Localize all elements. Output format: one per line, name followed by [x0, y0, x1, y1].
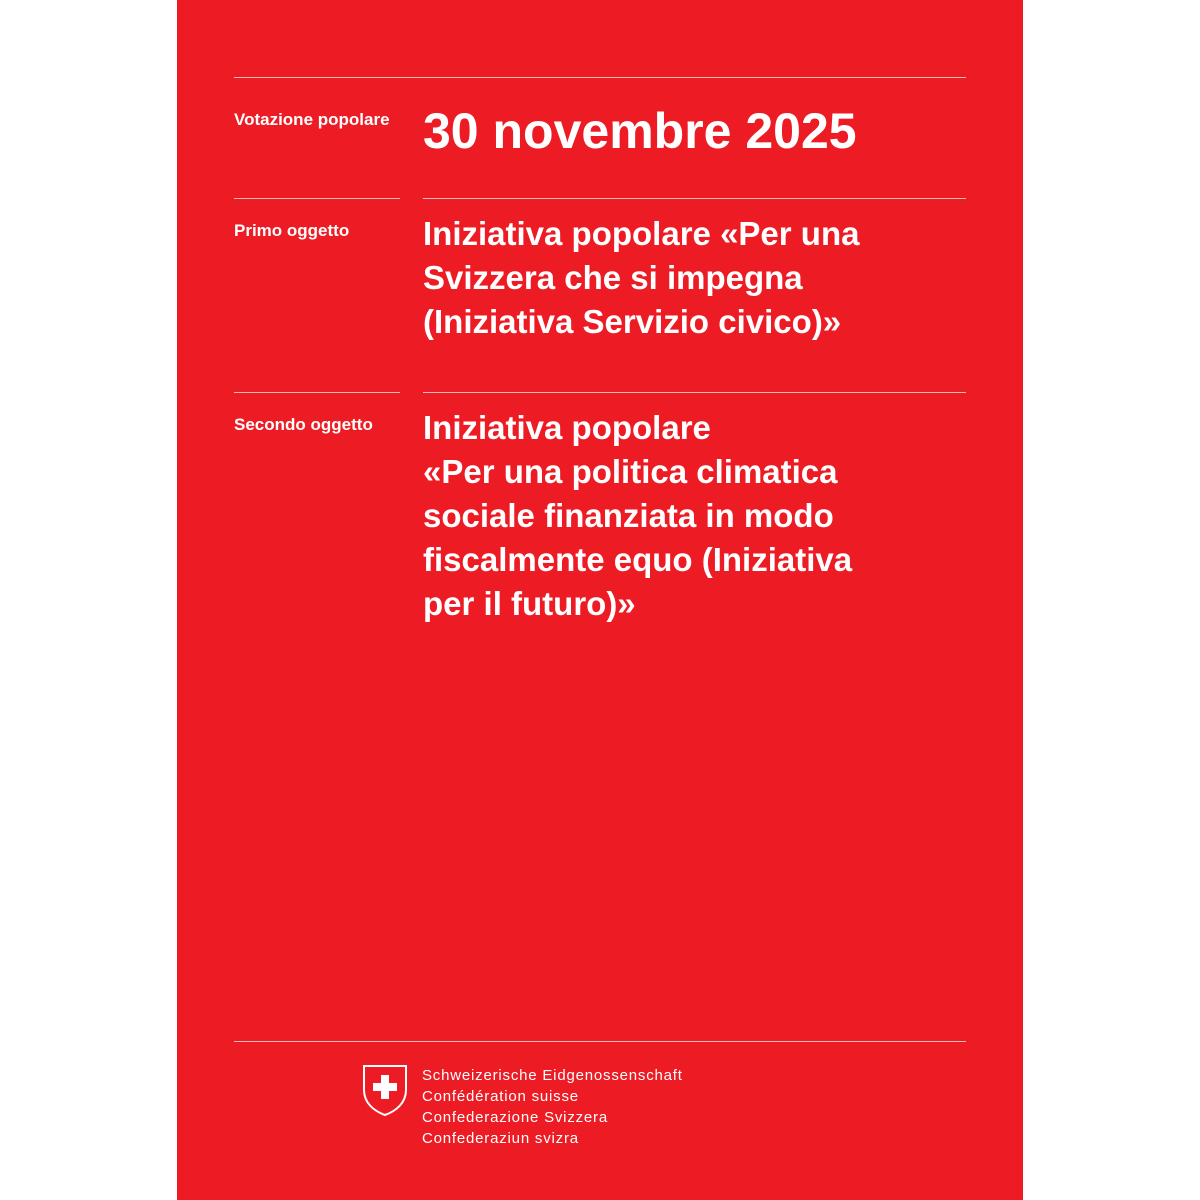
- title-line: Iniziativa popolare «Per una: [423, 215, 860, 252]
- federation-name-rm: Confederaziun svizra: [422, 1130, 579, 1147]
- first-object-label: Primo oggetto: [234, 221, 350, 240]
- second-object-label: Secondo oggetto: [234, 415, 373, 434]
- section-rule-left: [234, 198, 400, 199]
- title-line: (Iniziativa Servizio civico)»: [423, 303, 842, 340]
- vote-label: Votazione popolare: [234, 110, 390, 129]
- title-line: «Per una politica climatica: [423, 453, 838, 490]
- footer-rule: [234, 1041, 966, 1042]
- title-line: per il futuro)»: [423, 585, 636, 622]
- top-rule: [234, 77, 966, 78]
- title-line: sociale finanziata in modo: [423, 497, 834, 534]
- federation-name-it: Confederazione Svizzera: [422, 1109, 608, 1126]
- first-object-title: [423, 212, 963, 344]
- title-line: Iniziativa popolare: [423, 409, 711, 446]
- section-rule-right: [423, 392, 966, 393]
- section-rule-left: [234, 392, 400, 393]
- cover-page: [177, 0, 1023, 1200]
- vote-date: 30 novembre 2025: [423, 103, 857, 159]
- second-object-title: [423, 406, 963, 626]
- federation-name-fr: Confédération suisse: [422, 1088, 579, 1105]
- section-rule-right: [423, 198, 966, 199]
- federation-name-de: Schweizerische Eidgenossenschaft: [422, 1067, 683, 1084]
- title-line: Svizzera che si impegna: [423, 259, 803, 296]
- title-line: fiscalmente equo (Iniziativa: [423, 541, 853, 578]
- swiss-crest-icon: [361, 1063, 409, 1117]
- federation-names: [422, 1065, 683, 1149]
